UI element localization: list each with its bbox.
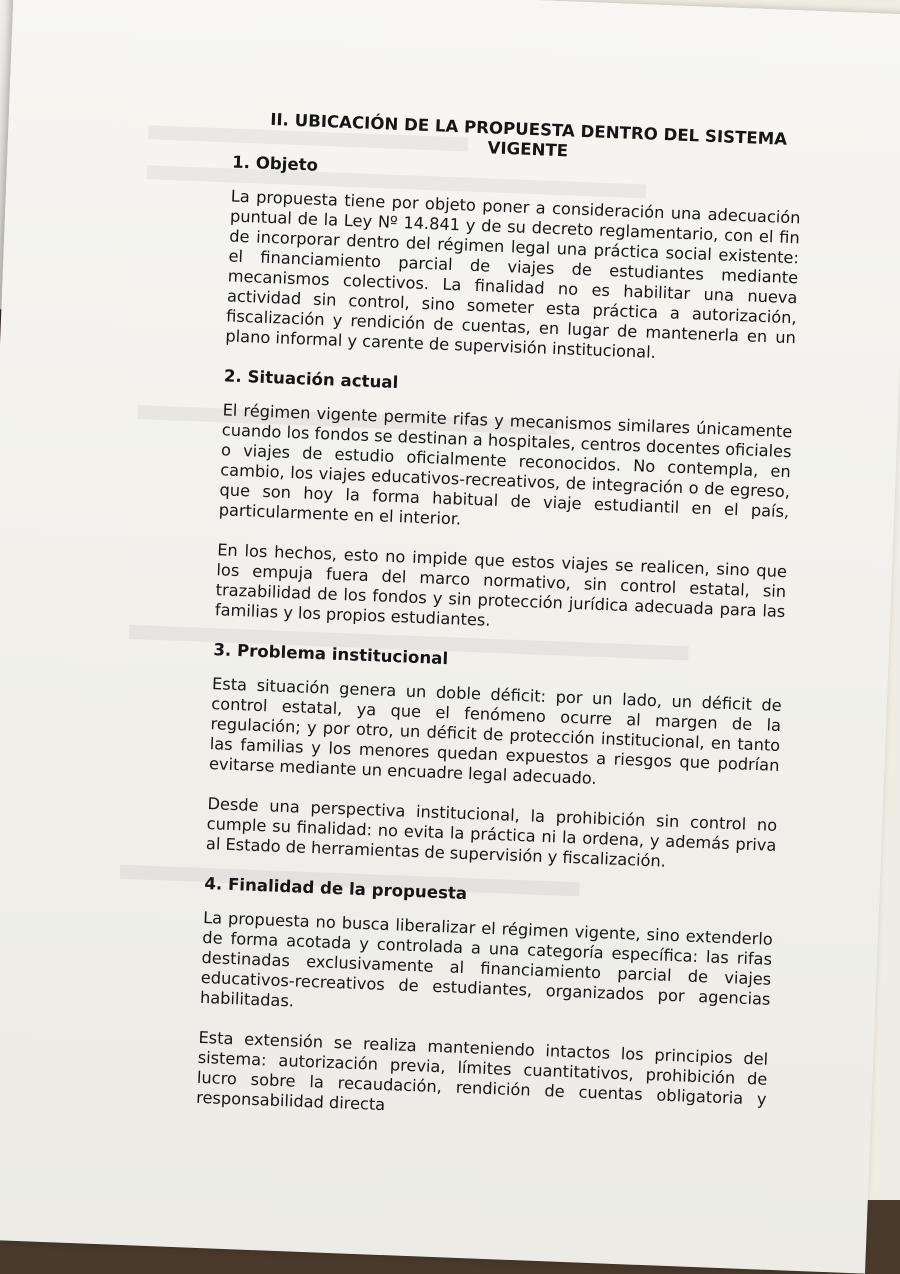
paragraph: El régimen vigente permite rifas y mecanismos similares únicamente cuando los fondos se destinan a hospitales, centros docentes oficiales o viajes de estudio oficialmente reconocidos. No contempla, en cambio, los viajes educativos-recreativos, de integración o de egreso, que son hoy la forma habitual de viaje estudiantil en el país, particularmente en el interior. <box>218 400 793 529</box>
paragraph: En los hechos, esto no impide que estos viajes se realicen, sino que los empuja fuera del marco normativo, sin control estatal, sin trazabilidad de los fondos y sin protección jurídica adecuada para las familias y los propios estudiantes. <box>214 540 788 630</box>
paragraph: La propuesta tiene por objeto poner a consideración una adecuación puntual de la Ley Nº 14.841 y de su decreto reglamentario, con el fin de incorporar dentro del régimen legal una práctica social existente: el financiamiento parcial de viajes de estudiantes mediante mecanismos colectivos. La finalidad no es habilitar una nueva actividad sin control, sino someter esta práctica a autorización, fiscalización y rendición de cuentas, en lugar de mantenerla en un plano informal y carente de supervisión institucional. <box>225 186 801 362</box>
section-heading: 2. Situación actual <box>223 366 399 393</box>
paragraph: La propuesta no busca liberalizar el régimen vigente, sino extenderlo de forma acotada y controlada a una categoría específica: las rifas destinadas exclusivamente al financiamiento parcial de viajes educativos-recreativos de estudiantes, organizados por agencias habilitadas. <box>199 907 774 1011</box>
section-objeto <box>225 153 802 369</box>
document-body <box>195 109 804 1146</box>
paragraph: Esta extensión se realiza manteniendo intactos los principios del sistema: autorización previa, límites cuantitativos, prohibición de lucro sobre la recaudación, rendición de cuentas obligatoria y responsabilidad directa <box>195 1027 769 1115</box>
section-heading: 1. Objeto <box>231 152 319 175</box>
paragraph: Desde una perspectiva institucional, la prohibición sin control no cumple su finalidad: no evita la práctica ni la ordena, y además priva al Estado de herramientas de supervisión y fiscalización. <box>205 794 778 871</box>
section-situacion-actual <box>215 366 794 642</box>
paragraph: Esta situación genera un doble déficit: por un lado, un déficit de control estatal, ya que el fenómeno ocurre al margen de la regulación; y por otro, un déficit de protección institucional, en tanto las familias y los menores quedan expuestos a riesgos que podrían evitarse mediante un encuadre legal adecuado. <box>208 674 783 788</box>
section-finalidad <box>196 874 775 1130</box>
section-problema-institucional <box>206 640 784 876</box>
section-heading: 4. Finalidad de la propuesta <box>204 873 468 904</box>
document-title: II. UBICACIÓN DE LA PROPUESTA DENTRO DEL SISTEMA VIGENTE <box>269 109 788 161</box>
section-heading: 3. Problema institucional <box>213 640 449 669</box>
